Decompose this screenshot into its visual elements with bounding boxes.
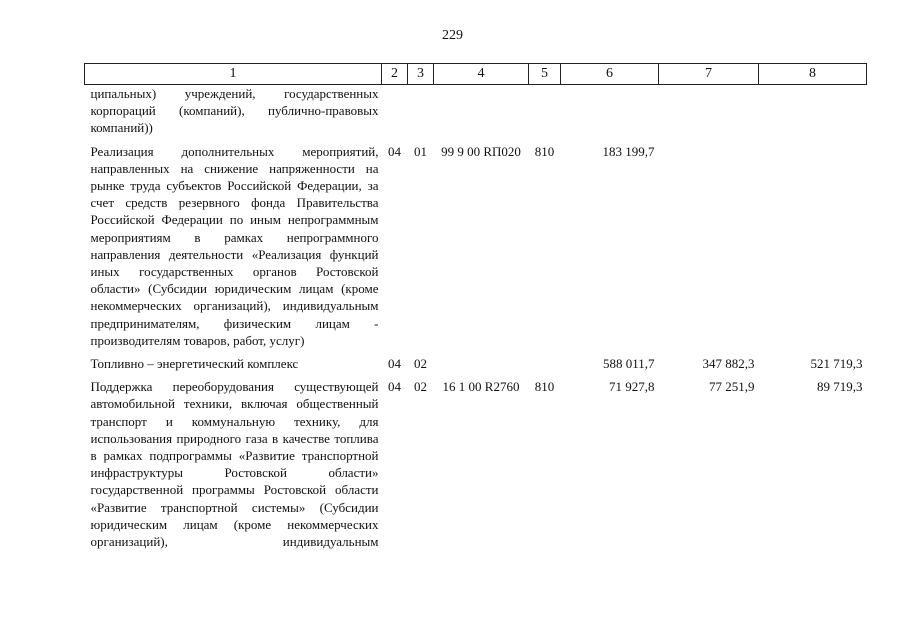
page-number: 229 <box>442 28 463 43</box>
row-subsection: 01 <box>414 143 427 159</box>
row-amount-6: 71 927,8 <box>609 379 655 395</box>
row-amount-7 <box>659 143 759 355</box>
row-subsection: 02 <box>414 379 427 395</box>
column-header-1: 1 <box>85 64 382 85</box>
row-amount-6 <box>561 85 659 143</box>
column-header-8: 8 <box>759 64 867 85</box>
column-header-7: 7 <box>659 64 759 85</box>
row-amount-8: 89 719,3 <box>817 379 863 395</box>
budget-table <box>84 63 867 550</box>
row-section: 04 <box>388 379 401 395</box>
row-amount-6: 588 011,7 <box>602 356 655 372</box>
row-amount-8 <box>759 143 867 355</box>
row-section <box>382 85 408 143</box>
row-expense-type: 810 <box>534 143 555 159</box>
table-header-row <box>85 64 867 85</box>
column-header-6: 6 <box>561 64 659 85</box>
column-header-2: 2 <box>382 64 408 85</box>
table-row <box>85 355 867 378</box>
column-header-3: 3 <box>408 64 434 85</box>
row-expense-type: 810 <box>534 379 555 395</box>
row-description: Поддержка переоборудования существующей автомобильной техники, включая общественный транспорт и коммунальную технику, для использования природного газа в качестве топлива в рамках подпрограммы «Развитие транспортной инфраструктуры Ростовской области» государственной программы Ростовской области «Развитие транспортной системы» (Субсидии юридическим лицам (кроме некоммерческих организаций), индивидуальным <box>90 379 379 550</box>
row-expense-type <box>529 85 561 143</box>
row-target-article <box>434 355 529 378</box>
row-subsection: 02 <box>414 356 427 372</box>
row-description: Реализация дополнительных мероприятий, направленных на снижение напряженности на рынке труда субъектов Российской Федерации, за счет средств резервного фонда Правительства Российской Федерации по иным непрограммным мероприятиям в рамках непрограммного направления деятельности «Реализация функций иных государственных органов Ростовской области» (Субсидии юридическим лицам (кроме некоммерческих организаций), индивидуальным предпринимателям, физическим лицам - производителям товаров, работ, услуг) <box>90 143 379 348</box>
row-section: 04 <box>388 143 401 159</box>
row-target-article <box>434 85 529 143</box>
row-description: ципальных) учреждений, государственных корпораций (компаний), публично-правовых компаний)) <box>90 86 379 136</box>
row-amount-7 <box>659 85 759 143</box>
row-amount-6: 183 199,7 <box>602 143 655 159</box>
row-subsection <box>408 85 434 143</box>
row-target-article: 16 1 00 R2760 <box>442 379 520 395</box>
row-description: Топливно – энергетический комплекс <box>90 356 299 372</box>
row-amount-8 <box>759 85 867 143</box>
row-expense-type <box>529 355 561 378</box>
row-section: 04 <box>388 356 401 372</box>
column-header-4: 4 <box>434 64 529 85</box>
row-target-article: 99 9 00 RП020 <box>441 143 521 159</box>
table-row <box>85 378 867 550</box>
table-row <box>85 85 867 143</box>
row-amount-8: 521 719,3 <box>810 356 863 372</box>
table-row <box>85 143 867 355</box>
row-amount-7: 347 882,3 <box>702 356 755 372</box>
column-header-5: 5 <box>529 64 561 85</box>
row-amount-7: 77 251,9 <box>709 379 755 395</box>
